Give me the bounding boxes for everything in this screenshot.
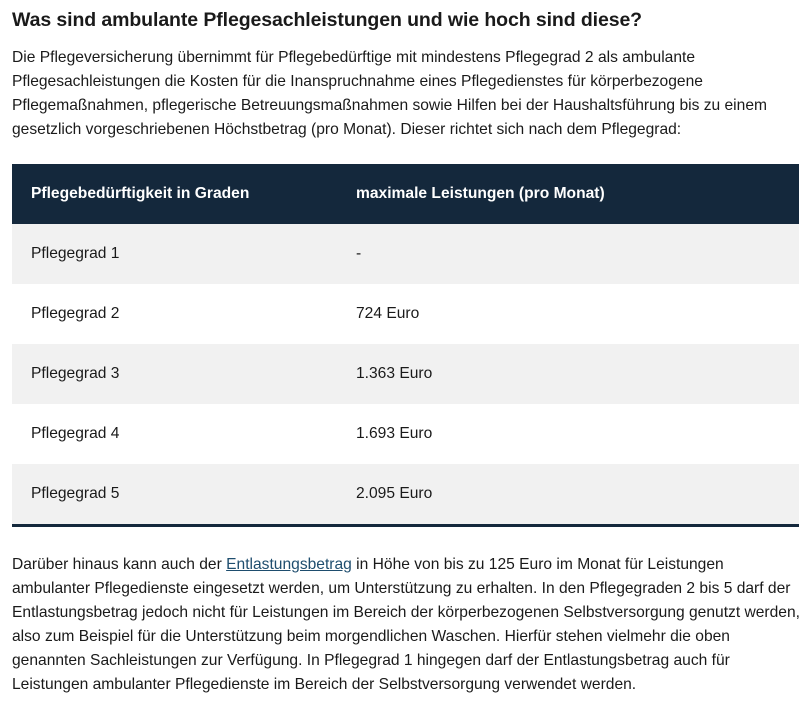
entlastungsbetrag-link[interactable]: Entlastungsbetrag [226,556,352,573]
benefits-table [12,164,799,524]
cell-grade: Pflegegrad 4 [31,425,120,442]
table-row [12,284,799,344]
cell-grade: Pflegegrad 5 [31,485,120,502]
header-grade: Pflegebedürftigkeit in Graden [31,185,250,202]
outro-text-before: Darüber hinaus kann auch der [12,556,227,573]
table-row [12,344,799,404]
table-header-row [12,164,799,224]
intro-paragraph: Die Pflegeversicherung übernimmt für Pflegebedürftige mit mindestens Pflegegrad 2 als ambulante Pflegesachleistungen die Kosten für die Inanspruchnahme eines Pflegedienstes für körperbezogene Pflegemaßnahmen, pflegerische Betreuungsmaßnahmen sowie Hilfen bei der Haushaltsführung bis zu einem gesetzlich vorgeschriebenen Höchstbetrag (pro Monat). Dieser richtet sich nach dem Pflegegrad: [12,49,767,138]
cell-grade: Pflegegrad 1 [31,245,120,262]
cell-amount: 2.095 Euro [356,485,433,502]
outro-text-after: in Höhe von bis zu 125 Euro im Monat für Leistungen ambulanter Pflegedienste eingesetzt werden, um Unterstützung zu erhalten. In den Pflegegraden 2 bis 5 darf der Entlastungsbetrag jedoch nicht für Leistungen im Bereich der körperbezogenen Selbstversorgung genutzt werden, also zum Beispiel für die Unterstützung beim morgendlichen Waschen. Hierfür stehen vielmehr die oben genannten Sachleistungen zur Verfügung. In Pflegegrad 1 hingegen darf der Entlastungsbetrag auch für Leistungen ambulanter Pflegedienste im Bereich der Selbstversorgung verwendet werden. [12,556,800,693]
table-row [12,224,799,284]
cell-amount: 1.363 Euro [356,365,433,382]
cell-amount: 1.693 Euro [356,425,433,442]
outro-paragraph [12,553,802,697]
section-heading: Was sind ambulante Pflegesachleistungen und wie hoch sind diese? [12,9,642,31]
cell-grade: Pflegegrad 2 [31,305,120,322]
table-row [12,464,799,524]
header-amount: maximale Leistungen (pro Monat) [356,185,605,202]
cell-amount: - [356,245,362,262]
cell-grade: Pflegegrad 3 [31,365,120,382]
table-row [12,404,799,464]
table-bottom-border [12,524,799,527]
cell-amount: 724 Euro [356,305,420,322]
